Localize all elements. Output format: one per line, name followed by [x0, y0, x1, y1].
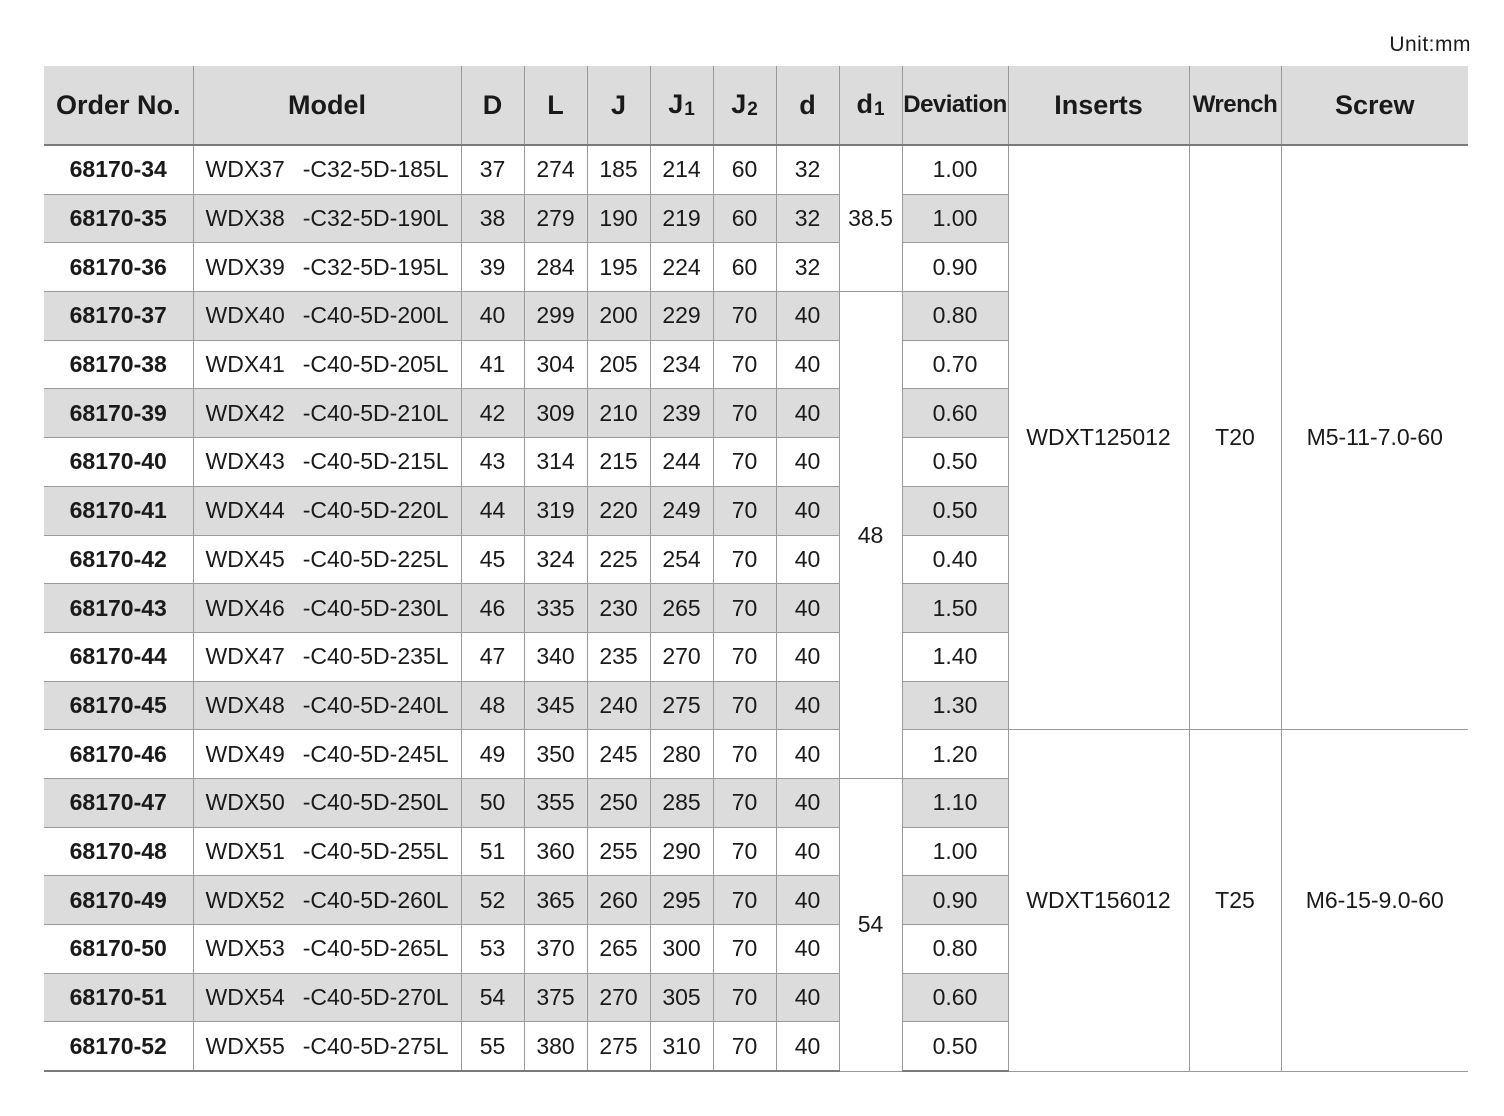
model-code: WDX44: [205, 497, 285, 524]
order-number-cell: 68170-40: [44, 438, 193, 487]
cell-j2: 70: [713, 486, 776, 535]
cell-j: 185: [587, 145, 650, 194]
model-spec: -C40-5D-250L: [302, 789, 449, 816]
model-spec: -C32-5D-195L: [302, 253, 449, 280]
cell-j1: 295: [650, 876, 713, 925]
cell-d: 48: [461, 681, 524, 730]
cell-d: 51: [461, 827, 524, 876]
deviation-cell: 0.80: [902, 292, 1008, 341]
cell-d: 37: [461, 145, 524, 194]
header-d1-base: d: [856, 89, 873, 119]
order-number-cell: 68170-34: [44, 145, 193, 194]
cell-j: 235: [587, 632, 650, 681]
header-j1-base: J: [668, 89, 684, 119]
cell-d: 40: [776, 1022, 839, 1071]
header-deviation: Deviation: [902, 66, 1008, 145]
model-spec: -C40-5D-205L: [302, 351, 449, 378]
cell-j1: 214: [650, 145, 713, 194]
cell-j1: 244: [650, 438, 713, 487]
deviation-cell: 0.50: [902, 438, 1008, 487]
cell-j: 215: [587, 438, 650, 487]
cell-j1: 270: [650, 632, 713, 681]
header-j1: [650, 66, 713, 145]
cell-d: 54: [461, 973, 524, 1022]
model-code: WDX51: [205, 837, 285, 864]
deviation-cell: 0.90: [902, 243, 1008, 292]
cell-j2: 70: [713, 1022, 776, 1071]
cell-l: 299: [524, 292, 587, 341]
deviation-cell: 0.50: [902, 486, 1008, 535]
cell-j1: 310: [650, 1022, 713, 1071]
cell-j2: 70: [713, 876, 776, 925]
cell-j: 265: [587, 925, 650, 974]
header-wrench: Wrench: [1189, 66, 1281, 145]
cell-d: 45: [461, 535, 524, 584]
cell-j1: 275: [650, 681, 713, 730]
model-cell: [193, 681, 461, 730]
cell-j: 245: [587, 730, 650, 779]
header-j2-subscript: 2: [747, 99, 758, 120]
order-number-cell: 68170-48: [44, 827, 193, 876]
deviation-cell: 1.00: [902, 145, 1008, 194]
cell-d: 40: [776, 535, 839, 584]
deviation-cell: 1.50: [902, 584, 1008, 633]
deviation-cell: 0.60: [902, 389, 1008, 438]
model-cell: [193, 778, 461, 827]
cell-d: 40: [776, 681, 839, 730]
cell-d: 40: [776, 778, 839, 827]
cell-j1: 229: [650, 292, 713, 341]
order-number-cell: 68170-51: [44, 973, 193, 1022]
cell-d: 40: [776, 584, 839, 633]
cell-j2: 70: [713, 973, 776, 1022]
cell-l: 360: [524, 827, 587, 876]
model-cell: [193, 827, 461, 876]
deviation-cell: 0.60: [902, 973, 1008, 1022]
cell-j: 270: [587, 973, 650, 1022]
header-d-diameter: D: [461, 66, 524, 145]
deviation-cell: 1.00: [902, 827, 1008, 876]
cell-l: 375: [524, 973, 587, 1022]
model-cell: [193, 243, 461, 292]
cell-j: 205: [587, 340, 650, 389]
order-number-cell: 68170-42: [44, 535, 193, 584]
order-number-cell: 68170-46: [44, 730, 193, 779]
model-code: WDX38: [205, 205, 285, 232]
model-cell: [193, 145, 461, 194]
header-d1-subscript: 1: [873, 99, 885, 120]
model-spec: -C40-5D-215L: [302, 448, 449, 475]
cell-j2: 70: [713, 535, 776, 584]
model-code: WDX45: [205, 545, 285, 572]
unit-label: Unit:mm: [1389, 33, 1471, 56]
model-code: WDX41: [205, 351, 285, 378]
deviation-cell: 0.50: [902, 1022, 1008, 1071]
d1-merged-cell: 48: [839, 292, 902, 779]
model-code: WDX47: [205, 643, 285, 670]
cell-j2: 70: [713, 632, 776, 681]
order-number-cell: 68170-37: [44, 292, 193, 341]
d1-merged-cell: 38.5: [839, 145, 902, 292]
cell-j: 240: [587, 681, 650, 730]
cell-j: 225: [587, 535, 650, 584]
order-number-cell: 68170-50: [44, 925, 193, 974]
model-cell: [193, 292, 461, 341]
wrench-merged-cell: T25: [1189, 730, 1281, 1071]
cell-d: 38: [461, 194, 524, 243]
cell-j2: 70: [713, 925, 776, 974]
model-spec: -C32-5D-190L: [302, 205, 449, 232]
cell-l: 340: [524, 632, 587, 681]
cell-l: 309: [524, 389, 587, 438]
cell-j1: 224: [650, 243, 713, 292]
model-spec: -C40-5D-220L: [302, 497, 449, 524]
order-number-cell: 68170-45: [44, 681, 193, 730]
order-number-cell: 68170-43: [44, 584, 193, 633]
cell-l: 319: [524, 486, 587, 535]
cell-j1: 234: [650, 340, 713, 389]
cell-d: 39: [461, 243, 524, 292]
header-j2-base: J: [731, 89, 747, 119]
cell-j2: 60: [713, 194, 776, 243]
order-number-cell: 68170-36: [44, 243, 193, 292]
model-code: WDX37: [205, 156, 285, 183]
header-j2: [713, 66, 776, 145]
model-spec: -C40-5D-270L: [302, 984, 449, 1011]
cell-j: 190: [587, 194, 650, 243]
cell-j: 200: [587, 292, 650, 341]
wrench-merged-cell: T20: [1189, 145, 1281, 730]
order-number-cell: 68170-41: [44, 486, 193, 535]
cell-l: 284: [524, 243, 587, 292]
cell-d: 32: [776, 243, 839, 292]
cell-d: 40: [776, 925, 839, 974]
order-number-cell: 68170-52: [44, 1022, 193, 1071]
cell-j1: 280: [650, 730, 713, 779]
cell-l: 279: [524, 194, 587, 243]
cell-j: 195: [587, 243, 650, 292]
cell-j2: 70: [713, 292, 776, 341]
model-cell: [193, 925, 461, 974]
cell-j1: 285: [650, 778, 713, 827]
cell-d: 55: [461, 1022, 524, 1071]
header-screw: Screw: [1281, 66, 1468, 145]
cell-d: 32: [776, 145, 839, 194]
model-spec: -C40-5D-200L: [302, 302, 449, 329]
cell-d: 40: [461, 292, 524, 341]
cell-d: 49: [461, 730, 524, 779]
order-number-cell: 68170-39: [44, 389, 193, 438]
cell-j: 230: [587, 584, 650, 633]
cell-d: 40: [776, 389, 839, 438]
model-code: WDX46: [205, 594, 285, 621]
model-cell: [193, 973, 461, 1022]
header-l-length: L: [524, 66, 587, 145]
cell-j1: 300: [650, 925, 713, 974]
cell-d: 46: [461, 584, 524, 633]
deviation-cell: 1.10: [902, 778, 1008, 827]
product-spec-table: [44, 66, 1468, 1072]
model-cell: [193, 876, 461, 925]
model-spec: -C40-5D-230L: [302, 594, 449, 621]
model-spec: -C40-5D-235L: [302, 643, 449, 670]
header-d-shank: d: [776, 66, 839, 145]
cell-d: 47: [461, 632, 524, 681]
cell-d: 40: [776, 632, 839, 681]
cell-d: 42: [461, 389, 524, 438]
cell-l: 324: [524, 535, 587, 584]
cell-j: 250: [587, 778, 650, 827]
order-number-cell: 68170-35: [44, 194, 193, 243]
cell-j1: 305: [650, 973, 713, 1022]
header-d1: [839, 66, 902, 145]
deviation-cell: 0.70: [902, 340, 1008, 389]
cell-j1: 239: [650, 389, 713, 438]
model-cell: [193, 438, 461, 487]
model-cell: [193, 632, 461, 681]
model-code: WDX55: [205, 1032, 285, 1059]
model-code: WDX39: [205, 253, 285, 280]
cell-j: 255: [587, 827, 650, 876]
order-number-cell: 68170-47: [44, 778, 193, 827]
model-cell: [193, 584, 461, 633]
order-number-cell: 68170-44: [44, 632, 193, 681]
cell-l: 365: [524, 876, 587, 925]
model-code: WDX40: [205, 302, 285, 329]
cell-j2: 60: [713, 243, 776, 292]
table-body: [44, 145, 1468, 1071]
cell-j2: 70: [713, 778, 776, 827]
model-code: WDX42: [205, 399, 285, 426]
model-code: WDX48: [205, 691, 285, 718]
deviation-cell: 0.90: [902, 876, 1008, 925]
model-spec: -C40-5D-255L: [302, 837, 449, 864]
screw-merged-cell: M6-15-9.0-60: [1281, 730, 1468, 1071]
model-cell: [193, 535, 461, 584]
model-code: WDX53: [205, 935, 285, 962]
d1-merged-cell: 54: [839, 778, 902, 1071]
cell-j2: 70: [713, 681, 776, 730]
cell-d: 40: [776, 292, 839, 341]
cell-j2: 60: [713, 145, 776, 194]
header-j: J: [587, 66, 650, 145]
cell-l: 345: [524, 681, 587, 730]
inserts-merged-cell: WDXT125012: [1008, 145, 1189, 730]
table-row: [44, 730, 1468, 779]
inserts-merged-cell: WDXT156012: [1008, 730, 1189, 1071]
cell-d: 41: [461, 340, 524, 389]
model-spec: -C40-5D-240L: [302, 691, 449, 718]
cell-j2: 70: [713, 340, 776, 389]
header-j1-subscript: 1: [684, 99, 695, 120]
model-cell: [193, 1022, 461, 1071]
model-spec: -C40-5D-210L: [302, 399, 449, 426]
header-row: [44, 66, 1468, 145]
cell-l: 380: [524, 1022, 587, 1071]
cell-l: 274: [524, 145, 587, 194]
cell-l: 314: [524, 438, 587, 487]
model-spec: -C40-5D-265L: [302, 935, 449, 962]
cell-d: 40: [776, 340, 839, 389]
model-cell: [193, 194, 461, 243]
header-model: Model: [193, 66, 461, 145]
cell-l: 304: [524, 340, 587, 389]
model-cell: [193, 340, 461, 389]
deviation-cell: 0.40: [902, 535, 1008, 584]
cell-j: 210: [587, 389, 650, 438]
cell-j: 275: [587, 1022, 650, 1071]
model-code: WDX52: [205, 886, 285, 913]
cell-j1: 265: [650, 584, 713, 633]
cell-d: 32: [776, 194, 839, 243]
cell-d: 44: [461, 486, 524, 535]
deviation-cell: 1.30: [902, 681, 1008, 730]
model-code: WDX50: [205, 789, 285, 816]
cell-j2: 70: [713, 584, 776, 633]
order-number-cell: 68170-49: [44, 876, 193, 925]
model-spec: -C40-5D-275L: [302, 1032, 449, 1059]
cell-j2: 70: [713, 438, 776, 487]
cell-d: 40: [776, 876, 839, 925]
model-cell: [193, 389, 461, 438]
model-code: WDX49: [205, 740, 285, 767]
cell-l: 370: [524, 925, 587, 974]
cell-l: 335: [524, 584, 587, 633]
cell-d: 50: [461, 778, 524, 827]
cell-j: 260: [587, 876, 650, 925]
cell-d: 40: [776, 486, 839, 535]
cell-d: 52: [461, 876, 524, 925]
cell-d: 40: [776, 827, 839, 876]
deviation-cell: 0.80: [902, 925, 1008, 974]
model-spec: -C32-5D-185L: [302, 156, 449, 183]
cell-j2: 70: [713, 730, 776, 779]
cell-l: 355: [524, 778, 587, 827]
model-spec: -C40-5D-225L: [302, 545, 449, 572]
cell-d: 43: [461, 438, 524, 487]
header-order-no: Order No.: [44, 66, 193, 145]
model-spec: -C40-5D-245L: [302, 740, 449, 767]
cell-j2: 70: [713, 389, 776, 438]
table-row: [44, 145, 1468, 194]
cell-j1: 254: [650, 535, 713, 584]
model-spec: -C40-5D-260L: [302, 886, 449, 913]
cell-j: 220: [587, 486, 650, 535]
deviation-cell: 1.40: [902, 632, 1008, 681]
cell-d: 40: [776, 973, 839, 1022]
cell-j1: 219: [650, 194, 713, 243]
model-cell: [193, 730, 461, 779]
deviation-cell: 1.20: [902, 730, 1008, 779]
cell-l: 350: [524, 730, 587, 779]
order-number-cell: 68170-38: [44, 340, 193, 389]
header-inserts: Inserts: [1008, 66, 1189, 145]
cell-j2: 70: [713, 827, 776, 876]
model-cell: [193, 486, 461, 535]
cell-d: 40: [776, 730, 839, 779]
model-code: WDX54: [205, 984, 285, 1011]
model-code: WDX43: [205, 448, 285, 475]
cell-j1: 290: [650, 827, 713, 876]
cell-d: 40: [776, 438, 839, 487]
cell-j1: 249: [650, 486, 713, 535]
deviation-cell: 1.00: [902, 194, 1008, 243]
screw-merged-cell: M5-11-7.0-60: [1281, 145, 1468, 730]
cell-d: 53: [461, 925, 524, 974]
